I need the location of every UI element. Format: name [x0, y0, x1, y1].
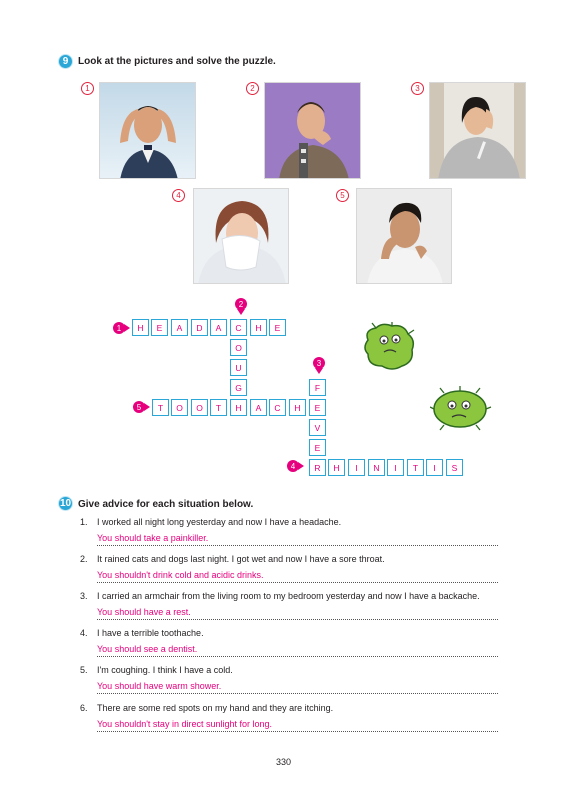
item-number: 5.: [80, 665, 88, 675]
exercise-number-badge: 9: [58, 54, 73, 69]
headache-photo: [99, 82, 196, 179]
item-number: 6.: [80, 703, 88, 713]
clue-number-4: 4: [287, 460, 299, 472]
cough-photo: [264, 82, 361, 179]
crossword-cell: T: [152, 399, 169, 416]
arrow-right-icon: [144, 403, 150, 411]
crossword-cell: E: [151, 319, 168, 336]
item-answer[interactable]: You should see a dentist.: [97, 644, 498, 657]
crossword-cell: T: [407, 459, 424, 476]
crossword-cell: R: [309, 459, 326, 476]
crossword-cell: E: [269, 319, 286, 336]
item-number: 2.: [80, 554, 88, 564]
item-situation: There are some red spots on my hand and they are itching.: [97, 703, 334, 713]
crossword-cell: I: [387, 459, 404, 476]
runny-nose-photo: [193, 188, 289, 284]
crossword-cell: V: [309, 419, 326, 436]
crossword-cell: I: [426, 459, 443, 476]
item-answer[interactable]: You should have warm shower.: [97, 681, 498, 694]
item-situation: I worked all night long yesterday and now I have a headache.: [97, 517, 342, 527]
crossword-cell: C: [230, 319, 247, 336]
item-situation: It rained cats and dogs last night. I got wet and now I have a sore throat.: [97, 554, 385, 564]
crossword-cell: A: [250, 399, 267, 416]
crossword-cell: G: [230, 379, 247, 396]
toothache-photo: [356, 188, 452, 284]
germ-illustration: [430, 385, 492, 433]
crossword-cell: H: [250, 319, 267, 336]
item-answer[interactable]: You should have a rest.: [97, 607, 498, 620]
crossword-cell: C: [269, 399, 286, 416]
item-number: 3.: [80, 591, 88, 601]
item-situation: I carried an armchair from the living room to my bedroom yesterday and now I have a backache.: [97, 591, 480, 601]
crossword-cell: U: [230, 359, 247, 376]
crossword-cell: D: [191, 319, 208, 336]
clue-number-2: 2: [235, 298, 247, 310]
clue-number-3: 3: [313, 357, 325, 369]
crossword-cell: H: [289, 399, 306, 416]
fever-photo: [429, 82, 526, 179]
crossword-cell: N: [368, 459, 385, 476]
picture-number: 4: [172, 189, 185, 202]
exercise-title: Look at the pictures and solve the puzzle.: [78, 56, 276, 67]
picture-number: 2: [246, 82, 259, 95]
crossword-cell: H: [230, 399, 247, 416]
exercise-title: Give advice for each situation below.: [78, 499, 254, 510]
arrow-down-icon: [237, 309, 245, 315]
crossword-cell: O: [171, 399, 188, 416]
crossword-cell: S: [446, 459, 463, 476]
picture-number: 5: [336, 189, 349, 202]
crossword-cell: O: [230, 339, 247, 356]
arrow-right-icon: [298, 462, 304, 470]
crossword-cell: I: [348, 459, 365, 476]
item-answer[interactable]: You should take a painkiller.: [97, 533, 498, 546]
crossword-cell: E: [309, 439, 326, 456]
exercise-number-badge: 10: [59, 498, 72, 509]
page-number: 330: [275, 757, 292, 767]
crossword-cell: A: [210, 319, 227, 336]
arrow-right-icon: [124, 324, 130, 332]
clue-number-5: 5: [133, 401, 145, 413]
item-answer[interactable]: You shouldn't stay in direct sunlight for long.: [97, 719, 498, 732]
picture-number: 1: [81, 82, 94, 95]
arrow-down-icon: [315, 368, 323, 374]
crossword-cell: O: [191, 399, 208, 416]
crossword-cell: A: [171, 319, 188, 336]
item-number: 1.: [80, 517, 88, 527]
clue-number-1: 1: [113, 322, 125, 334]
item-situation: I'm coughing. I think I have a cold.: [97, 665, 233, 675]
item-number: 4.: [80, 628, 88, 638]
picture-number: 3: [411, 82, 424, 95]
item-situation: I have a terrible toothache.: [97, 628, 204, 638]
item-answer[interactable]: You shouldn't drink cold and acidic drinks.: [97, 570, 498, 583]
crossword-cell: H: [132, 319, 149, 336]
crossword-cell: E: [309, 399, 326, 416]
crossword-cell: F: [309, 379, 326, 396]
crossword-cell: H: [328, 459, 345, 476]
germ-illustration: [362, 322, 417, 372]
crossword-cell: T: [210, 399, 227, 416]
